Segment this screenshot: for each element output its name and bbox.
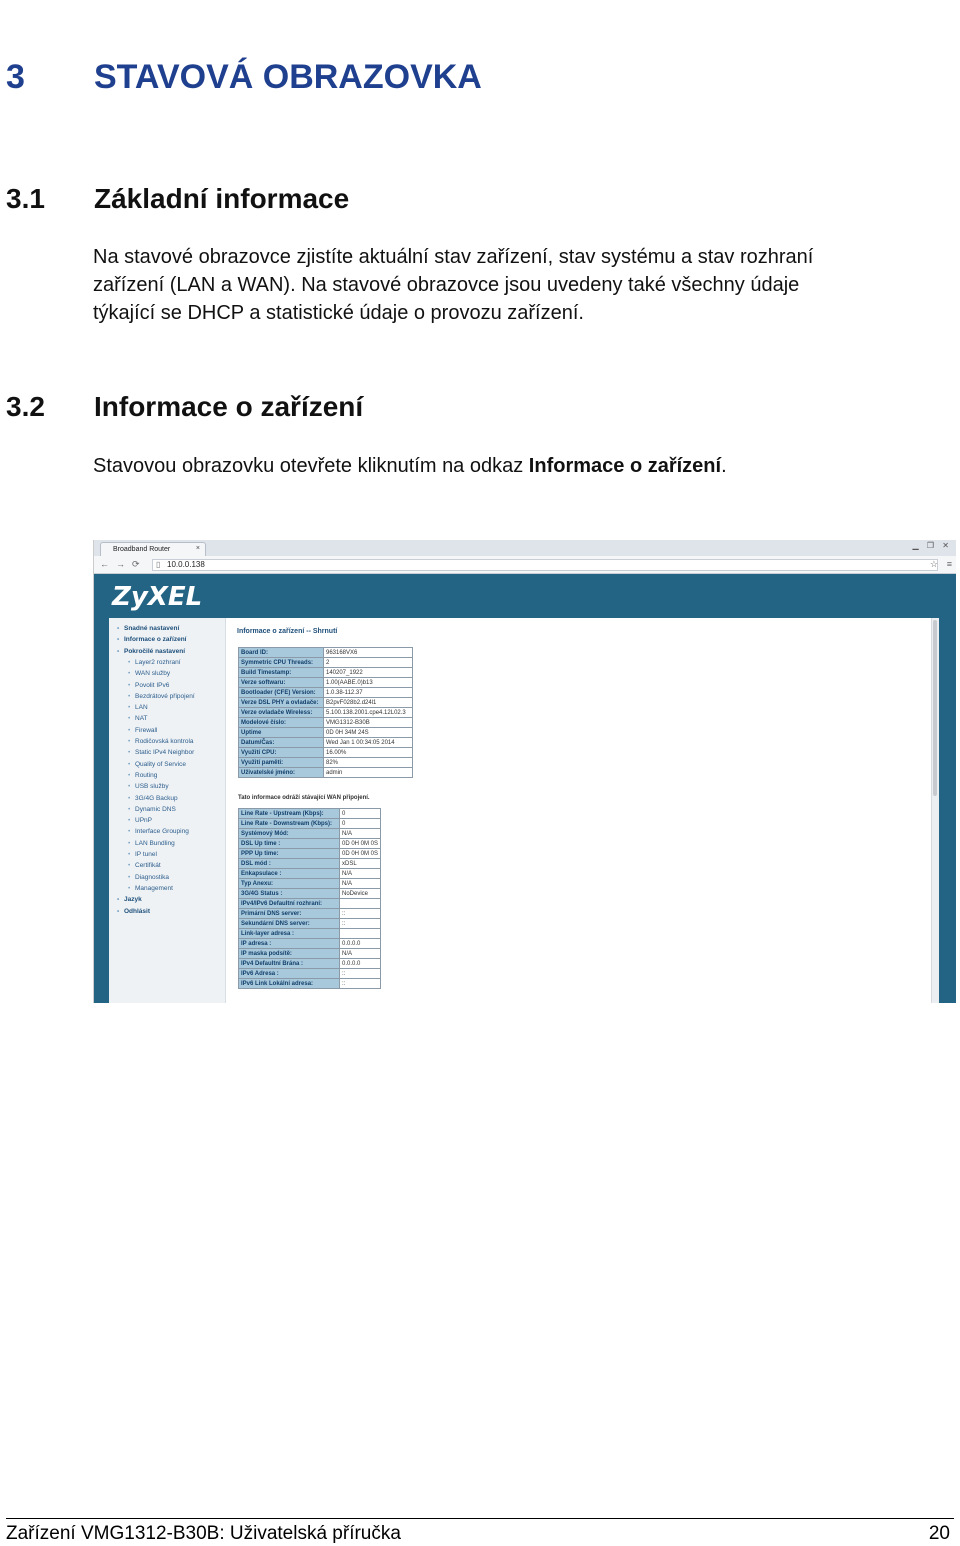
bullet-icon: • [128, 794, 131, 802]
table-value-cell: 0 [340, 809, 381, 819]
sidebar-item[interactable] [117, 896, 142, 903]
bullet-icon: • [128, 726, 131, 734]
sidebar-item[interactable] [128, 885, 173, 892]
table-key-cell: Board ID: [239, 648, 324, 658]
table-row [239, 829, 381, 839]
sidebar-item-label: Jazyk [124, 896, 142, 904]
table-row [239, 678, 413, 688]
bullet-icon: • [128, 828, 131, 836]
table-row [239, 748, 413, 758]
browser-tab-bar [94, 540, 956, 556]
table-value-cell: B2pvF028b2.d24l1 [324, 698, 413, 708]
sidebar-item-label: Firewall [135, 726, 158, 734]
table-key-cell: Sekundární DNS server: [239, 919, 340, 929]
table-key-cell: PPP Up time: [239, 849, 340, 859]
page-icon: ▯ [156, 560, 161, 569]
page-number: 20 [928, 1523, 950, 1544]
sidebar-item-label: USB služby [135, 783, 169, 791]
table-value-cell: 1.0.38-112.37 [324, 688, 413, 698]
table-row [239, 949, 381, 959]
table-row [239, 929, 381, 939]
bullet-icon: • [128, 817, 131, 825]
table-value-cell: N/A [340, 829, 381, 839]
section-number: 3.2 [6, 391, 45, 422]
table-value-cell: :: [340, 909, 381, 919]
table-key-cell: Primární DNS server: [239, 909, 340, 919]
table-row [239, 979, 381, 989]
table-key-cell: Verze ovladače Wireless: [239, 708, 324, 718]
bullet-icon: • [128, 681, 131, 689]
wan-info-table [238, 808, 381, 989]
section-heading-device-info [6, 391, 363, 423]
table-value-cell: Wed Jan 1 00:34:05 2014 [324, 738, 413, 748]
table-value-cell: :: [340, 979, 381, 989]
table-value-cell: 0.0.0.0 [340, 959, 381, 969]
sidebar-item-label: Routing [135, 771, 158, 779]
sidebar-item-label: Interface Grouping [135, 828, 189, 836]
table-key-cell: Line Rate - Upstream (Kbps): [239, 809, 340, 819]
sidebar-item[interactable] [128, 682, 169, 689]
bullet-icon: • [128, 738, 131, 745]
sidebar-item-label: Quality of Service [135, 760, 186, 768]
sidebar-item[interactable] [117, 636, 187, 643]
table-key-cell: Build Timestamp: [239, 668, 324, 678]
table-key-cell: Verze softwaru: [239, 678, 324, 688]
sidebar-item-label: Pokročilé nastavení [124, 647, 186, 655]
table-row [239, 919, 381, 929]
sidebar-item[interactable] [128, 851, 157, 858]
chapter-number: 3 [6, 58, 25, 96]
table-row [239, 718, 413, 728]
table-value-cell: 82% [324, 758, 413, 768]
sidebar-item[interactable] [128, 761, 186, 768]
table-key-cell: IPv6 Adresa : [239, 969, 340, 979]
table-value-cell: 5.100.138.2001.cpe4.12L02.3 [324, 708, 413, 718]
sidebar-item-label: UPnP [135, 817, 152, 825]
table-key-cell: Enkapsulace : [239, 869, 340, 879]
table-value-cell: 2 [324, 658, 413, 668]
table-row [239, 668, 413, 678]
zyxel-logo: ZyXEL [112, 582, 203, 612]
table-row [239, 959, 381, 969]
table-key-cell: DSL Up time : [239, 839, 340, 849]
bullet-icon: • [117, 636, 120, 644]
table-row [239, 758, 413, 768]
table-key-cell: Systémový Mód: [239, 829, 340, 839]
table-row [239, 809, 381, 819]
sidebar-item-label: Management [135, 884, 173, 892]
summary-title: Informace o zařízení -- Shrnutí [237, 628, 338, 635]
sidebar-item[interactable] [128, 772, 157, 779]
table-key-cell: IPv4/IPv6 Defaultní rozhraní: [239, 899, 340, 909]
table-value-cell: 16.00% [324, 748, 413, 758]
paragraph-text-end: . [721, 455, 727, 477]
bullet-icon: • [128, 771, 131, 779]
sidebar-item[interactable] [117, 648, 185, 655]
table-value-cell: admin [324, 768, 413, 778]
sidebar-item-label: LAN [135, 704, 148, 712]
table-key-cell: Verze DSL PHY a ovladače: [239, 698, 324, 708]
sidebar-item-label: Layer2 rozhraní [135, 658, 181, 666]
device-info-paragraph [93, 452, 933, 480]
table-key-cell: IPv4 Defaultní Brána : [239, 959, 340, 969]
sidebar-item[interactable] [128, 715, 148, 722]
table-value-cell: :: [340, 969, 381, 979]
sidebar-item-label: Povolit IPv6 [135, 681, 170, 689]
sidebar-item[interactable] [128, 738, 194, 745]
sidebar-item-label: Odhlásit [124, 907, 151, 915]
back-arrow-icon[interactable]: ← [100, 559, 109, 569]
table-value-cell: 0D 0H 0M 0S [340, 849, 381, 859]
table-value-cell: 0 [340, 819, 381, 829]
table-key-cell: IP maska podsítě: [239, 949, 340, 959]
table-row [239, 738, 413, 748]
paragraph-line: Na stavové obrazovce zjistíte aktuální stav zařízení, stav systému a stav rozhraní [93, 246, 814, 268]
bullet-icon: • [128, 749, 131, 757]
footer-divider [6, 1518, 954, 1519]
table-key-cell: 3G/4G Status : [239, 889, 340, 899]
menu-icon[interactable]: ≡ [946, 559, 952, 569]
table-row [239, 969, 381, 979]
paragraph-line: týkající se DHCP a statistické údaje o provozu zařízení. [93, 302, 584, 324]
sidebar-item[interactable] [128, 828, 189, 835]
sidebar-item[interactable] [128, 795, 178, 802]
sidebar-item-label: Diagnostika [135, 873, 169, 881]
table-row [239, 839, 381, 849]
table-value-cell: 0D 0H 0M 0S [340, 839, 381, 849]
table-row [239, 648, 413, 658]
table-value-cell: N/A [340, 879, 381, 889]
section-title: Informace o zařízení [94, 391, 364, 422]
section-title: Základní informace [94, 183, 350, 214]
browser-tab[interactable] [100, 542, 206, 557]
sidebar-item[interactable] [128, 840, 175, 847]
sidebar-item[interactable] [117, 625, 179, 632]
sidebar-item[interactable] [117, 908, 150, 915]
sidebar-item[interactable] [128, 727, 157, 734]
table-value-cell: 140207_1922 [324, 668, 413, 678]
sidebar-item[interactable] [128, 874, 169, 881]
chapter-heading [6, 58, 482, 97]
bullet-icon: • [128, 851, 131, 858]
sidebar-item[interactable] [128, 659, 181, 666]
table-key-cell: Line Rate - Downstream (Kbps): [239, 819, 340, 829]
bullet-icon: • [117, 625, 120, 632]
bullet-icon: • [128, 862, 131, 870]
table-row [239, 909, 381, 919]
sidebar-item-label: NAT [135, 715, 148, 723]
table-key-cell: IP adresa : [239, 939, 340, 949]
table-row [239, 658, 413, 668]
url-input[interactable] [152, 559, 938, 571]
table-key-cell: Datum/Čas: [239, 738, 324, 748]
router-screenshot [93, 540, 956, 1003]
bullet-icon: • [128, 805, 131, 813]
sidebar-item[interactable] [128, 670, 170, 677]
bullet-icon: • [128, 760, 131, 768]
table-row [239, 819, 381, 829]
table-row [239, 859, 381, 869]
table-key-cell: Využití paměti: [239, 758, 324, 768]
bullet-icon: • [128, 704, 131, 712]
table-value-cell: 963168VX6 [324, 648, 413, 658]
table-value-cell [340, 899, 381, 909]
section-number: 3.1 [6, 183, 45, 214]
scrollbar-thumb[interactable] [933, 620, 937, 796]
table-value-cell: 0.0.0.0 [340, 939, 381, 949]
table-value-cell: VMG1312-B30B [324, 718, 413, 728]
router-main-panel [237, 628, 337, 635]
sidebar-item[interactable] [128, 704, 148, 711]
section-heading-basic-info [6, 183, 349, 215]
table-value-cell: xDSL [340, 859, 381, 869]
sidebar-item[interactable] [128, 862, 161, 869]
sidebar-item-label: IP tunel [135, 851, 157, 858]
paragraph-text: Stavovou obrazovku otevřete kliknutím na odkaz [93, 455, 529, 477]
sidebar-item[interactable] [128, 749, 194, 756]
device-info-link-name: Informace o zařízení [528, 455, 722, 477]
table-row [239, 688, 413, 698]
sidebar-item-label: 3G/4G Backup [135, 794, 178, 802]
reload-icon[interactable]: ⟳ [132, 559, 140, 569]
table-value-cell: 1.00(AABE.0)b13 [324, 678, 413, 688]
table-value-cell: NoDevice [340, 889, 381, 899]
table-key-cell: DSL mód : [239, 859, 340, 869]
table-key-cell: Uživatelské jméno: [239, 768, 324, 778]
bullet-icon: • [117, 896, 120, 904]
sidebar-item-label: Static IPv4 Neighbor [135, 749, 195, 757]
sidebar-item-label: Informace o zařízení [124, 636, 187, 644]
table-key-cell: Symmetric CPU Threads: [239, 658, 324, 668]
router-web-ui [94, 574, 956, 1003]
table-key-cell: Link-layer adresa : [239, 929, 340, 939]
table-row [239, 708, 413, 718]
tab-title: Broadband Router [113, 546, 171, 553]
bullet-icon: • [128, 839, 131, 847]
intro-paragraph [93, 243, 933, 327]
scrollbar[interactable] [931, 618, 939, 1003]
bullet-icon: • [117, 907, 120, 915]
table-key-cell: IPv6 Link Lokální adresa: [239, 979, 340, 989]
table-row [239, 939, 381, 949]
sidebar-item-label: Snadné nastavení [124, 625, 180, 632]
bullet-icon: • [128, 658, 131, 666]
bullet-icon: • [128, 783, 131, 791]
table-key-cell: Modelové číslo: [239, 718, 324, 728]
table-key-cell: Uptime [239, 728, 324, 738]
sidebar-item-label: Rodičovská kontrola [135, 738, 194, 745]
bullet-icon: • [128, 873, 131, 881]
url-text: 10.0.0.138 [167, 560, 205, 569]
sidebar-item-label: Dynamic DNS [135, 805, 176, 813]
bullet-icon: • [128, 715, 131, 723]
table-key-cell: Využití CPU: [239, 748, 324, 758]
sidebar-item-label: WAN služby [135, 670, 171, 678]
chapter-title: STAVOVÁ OBRAZOVKA [94, 58, 482, 96]
sidebar-item[interactable] [128, 817, 152, 824]
table-row [239, 869, 381, 879]
table-row [239, 728, 413, 738]
sidebar-item[interactable] [128, 806, 176, 813]
footer-doc-title: Zařízení VMG1312-B30B: Uživatelská příručka [6, 1523, 401, 1544]
sidebar-item-label: Certifikát [135, 862, 161, 870]
sidebar-item[interactable] [128, 693, 195, 700]
sidebar-item-label: LAN Bundling [135, 839, 175, 847]
paragraph-line: zařízení (LAN a WAN). Na stavové obrazovce jsou uvedeny také všechny údaje [93, 274, 800, 296]
table-row [239, 698, 413, 708]
table-value-cell: :: [340, 919, 381, 929]
table-key-cell: Typ Anexu: [239, 879, 340, 889]
table-row [239, 849, 381, 859]
star-icon[interactable]: ☆ [929, 559, 938, 569]
table-row [239, 879, 381, 889]
table-key-cell: Bootloader (CFE) Version: [239, 688, 324, 698]
device-info-table [238, 647, 413, 778]
sidebar-item-label: Bezdrátové připojení [135, 692, 195, 700]
sidebar-item[interactable] [128, 783, 169, 790]
browser-address-bar [94, 556, 956, 574]
table-row [239, 899, 381, 909]
router-sidebar [109, 618, 226, 1003]
wan-note: Tato informace odráží stávající WAN připojení. [238, 795, 370, 801]
close-icon[interactable]: × [195, 545, 200, 552]
bullet-icon: • [117, 647, 120, 655]
table-row [239, 768, 413, 778]
bullet-icon: • [128, 692, 131, 700]
table-value-cell: 0D 0H 34M 24S [324, 728, 413, 738]
bullet-icon: • [128, 670, 131, 678]
table-value-cell: N/A [340, 949, 381, 959]
forward-arrow-icon[interactable]: → [116, 559, 125, 569]
router-content-area [109, 618, 939, 1003]
table-value-cell [340, 929, 381, 939]
table-value-cell: N/A [340, 869, 381, 879]
window-controls-icon[interactable]: ▁ ❐ ✕ [912, 541, 952, 550]
bullet-icon: • [128, 884, 131, 892]
table-row [239, 889, 381, 899]
